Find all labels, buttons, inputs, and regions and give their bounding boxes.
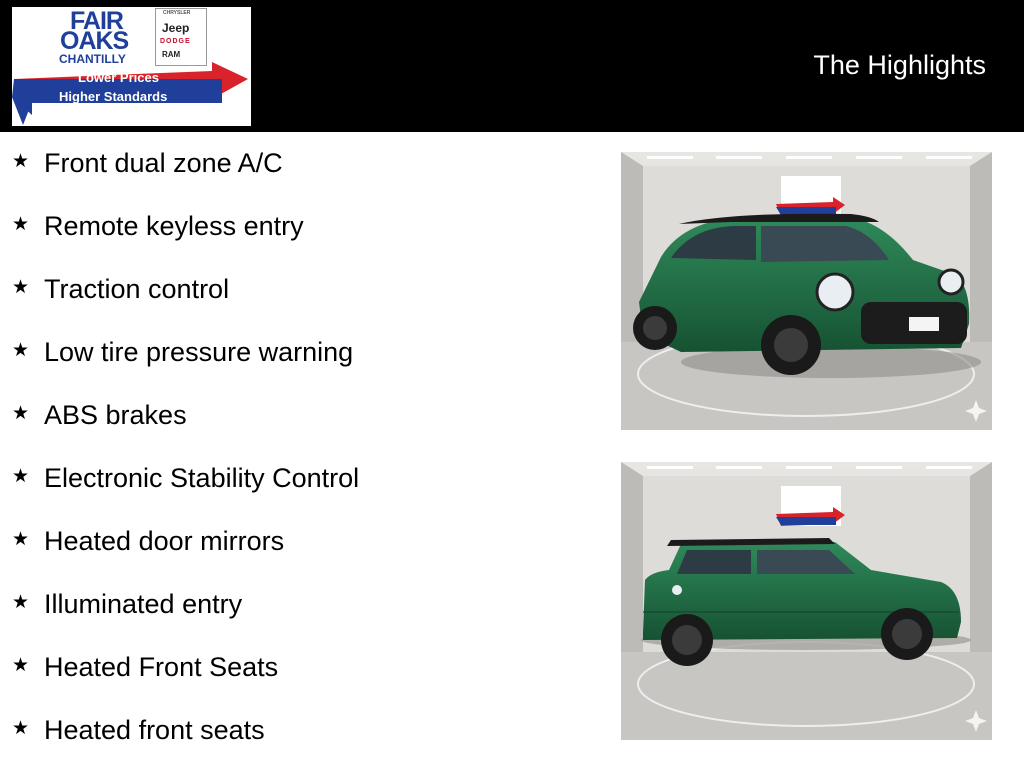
feature-list — [12, 132, 572, 762]
star-icon: ★ — [12, 466, 30, 487]
feature-label: Front dual zone A/C — [44, 148, 283, 178]
list-item — [12, 384, 572, 447]
logo-slogan-2: Higher Standards — [59, 89, 168, 104]
list-item — [12, 699, 572, 762]
list-item — [12, 132, 572, 195]
feature-label: Low tire pressure warning — [44, 337, 354, 367]
header-bar — [0, 0, 1024, 132]
star-icon: ★ — [12, 655, 30, 676]
feature-label: Traction control — [44, 274, 230, 304]
star-icon: ★ — [12, 718, 30, 739]
logo-line-3: CHANTILLY — [59, 52, 126, 66]
feature-label: Heated Front Seats — [44, 652, 279, 682]
list-item — [12, 195, 572, 258]
list-item — [12, 510, 572, 573]
list-item — [12, 573, 572, 636]
list-item — [12, 258, 572, 321]
badge-jeep: Jeep — [162, 21, 190, 35]
list-item — [12, 636, 572, 699]
feature-label: Electronic Stability Control — [44, 463, 360, 493]
logo-line-2: OAKS — [60, 27, 129, 55]
badge-ram: RAM — [162, 50, 181, 59]
badge-dodge: DODGE — [160, 38, 191, 45]
badge-chrysler: CHRYSLER — [163, 10, 191, 16]
star-icon: ★ — [12, 403, 30, 424]
feature-label: Illuminated entry — [44, 589, 243, 619]
star-icon: ★ — [12, 214, 30, 235]
list-item — [12, 321, 572, 384]
star-icon: ★ — [12, 529, 30, 550]
star-icon: ★ — [12, 592, 30, 613]
feature-label: Remote keyless entry — [44, 211, 304, 241]
star-icon: ★ — [12, 277, 30, 298]
car-photo-side — [621, 462, 992, 740]
feature-label: Heated door mirrors — [44, 526, 285, 556]
car-photo-front — [621, 152, 992, 430]
feature-label: Heated front seats — [44, 715, 265, 745]
star-icon: ★ — [12, 151, 30, 172]
list-item — [12, 447, 572, 510]
logo-slogan-1: Lower Prices — [78, 70, 159, 85]
star-icon: ★ — [12, 340, 30, 361]
logo-line-1: FAIR — [70, 7, 123, 35]
page-title: The Highlights — [813, 50, 986, 80]
feature-label: ABS brakes — [44, 400, 187, 430]
dealer-logo — [12, 7, 251, 126]
